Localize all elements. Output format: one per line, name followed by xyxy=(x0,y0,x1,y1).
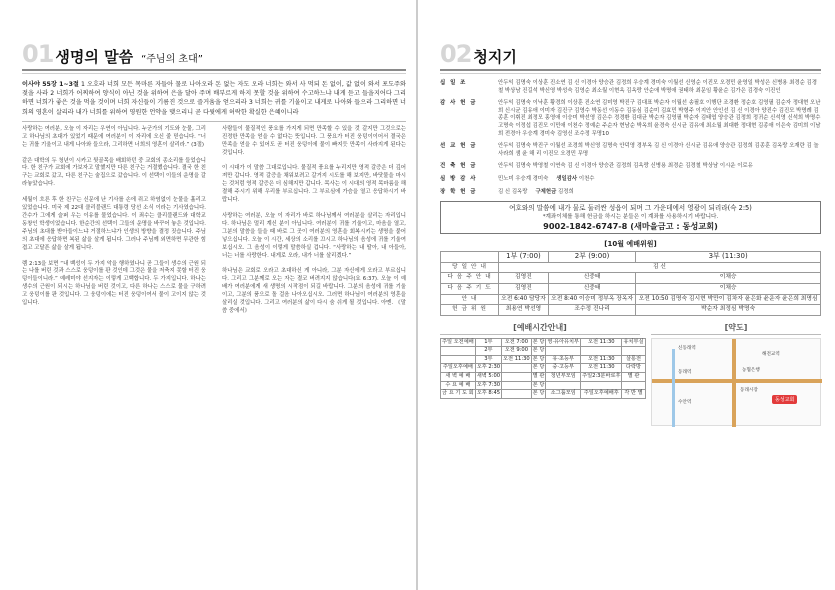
table-cell: 본 당 xyxy=(531,381,546,390)
offering-note: *계좌이체를 통해 헌금을 하시는 분들은 이 계좌를 사용하시기 바랍니다. xyxy=(542,214,719,221)
stewardship-header xyxy=(440,42,821,67)
map-road xyxy=(652,379,822,383)
right-page xyxy=(418,0,835,590)
table-cell: 조수정 진나리 xyxy=(548,305,635,316)
offering-row xyxy=(440,176,821,184)
table-header-row xyxy=(441,252,821,263)
table-cell: 최용연 박선영 xyxy=(499,305,549,316)
sermon-column-1 xyxy=(22,126,206,324)
table-cell: 김영진 xyxy=(499,273,549,284)
schedule-table xyxy=(440,338,646,399)
sermon-paragraph: 렘 2:13을 보면 “내 백성이 두 가지 악을 행하였나니 곧 그들이 생수의 근원 되는 나를 버린 것과 스스로 웅덩이를 판 것인데 그것은 물을 저축지 못할 터진 웅덩이들이니라.” 예레미야 선지자는 이렇게 고백합니다. 두 가지입니다. 하나는 생수의 근원이 되시는 하나님을 버린 것이고, 다른 하나는 스스로 물을 구하려고 웅덩이를 판 것입니다. 그 웅덩이에는 터진 웅덩이여서 물이 고이지 않는 것입니다. xyxy=(22,260,206,307)
table-cell: 김 신 xyxy=(499,262,821,273)
table-cell xyxy=(622,347,645,356)
table-cell: 주일 오전예배 xyxy=(441,338,476,347)
offering-label: 장 학 헌 금 xyxy=(440,188,477,195)
table-cell xyxy=(581,347,622,356)
row-label: 헌 금 위 원 xyxy=(441,305,499,316)
section-title: 생명의 말씀 xyxy=(55,48,134,66)
table-row xyxy=(441,283,821,294)
table-cell: 별 관 xyxy=(622,373,645,382)
table-cell: 박순자 최정심 박명숙 xyxy=(636,305,821,316)
table-cell xyxy=(546,347,581,356)
bank-account: 9002-1842-6747-8 (새마을금고 : 동성교회) xyxy=(543,221,718,232)
map-road xyxy=(732,339,736,427)
table-cell xyxy=(502,381,532,390)
offering-list xyxy=(440,80,821,196)
sermon-paragraph: 세월이 흐른 후 한 친구는 신문에 난 기사를 손에 쥐고 하염없이 눈물을 흘리고 있었습니다. 미국 제 22대 클리블랜드 대통령 당선 소식 이라는 기사였습니다. 간수가 그에게 슬퍼 우는 이유를 물었습니다. 이 죄수는 클리블랜드와 대학교 동창인 학생이었습니다. 한순간의 선택이 그들의 운명을 바꾸어 놓은 것입니다. 주님의 초대를 받아들이느냐 거절하느냐가 인생의 방향을 결정 짓습니다. 주님의 초대에 응답하면 복된 삶을 살게 됩니다. 그러나 주님께 외면하면 무관한 힘겹고 고달픈 삶을 살게 됩니다. xyxy=(22,197,206,251)
bottom-area xyxy=(440,322,821,426)
scholar-names: 김 신 김옥랑 xyxy=(498,188,528,195)
sermon-paragraph: 하나님은 교회로 오라고 초대하신 게 아니라, 그분 자신에게 오라고 부르십니다. 그리고 그분께로 오는 자는 결코 버려지지 않습니다(요 6:37). 오늘 이 예배가 여러분에게 새 생명의 시작점이 되길 바랍니다. 그분의 음성에 귀를 기울이고, 그분의 품으로 돌 걸음 나아오십시오. 그러면 하나님이 여러분의 영혼을 살리실 것입니다. 그리고 여러분의 삶이 다시 숨 쉬게 될 것입니다. 아멘. 《말씀 중에서》 xyxy=(222,268,406,314)
table-corner xyxy=(441,252,499,263)
offering-label: 감 사 헌 금 xyxy=(440,100,477,107)
table-cell: 오전 11:30 xyxy=(581,338,622,347)
table-row xyxy=(441,390,646,399)
offering-label: 심 방 감 사 xyxy=(440,175,477,182)
table-row xyxy=(441,338,646,347)
table-cell: 각 반 별 xyxy=(622,390,645,399)
sermon-paragraph: 사랑하는 여러분, 오늘 이 자리는 우연이 아닙니다. 누군가의 기도와 눈물, 그리고 하나님의 초대가 있었기 때문에 여러분이 이 자리에 오신 줄 믿습니다. “너는 귀를 기울이고 내게 나아와 들으라, 그리하면 너희의 영혼이 살리라.” (3절) xyxy=(22,125,206,148)
map-label: 수안역 xyxy=(678,399,692,405)
header-rule xyxy=(440,69,821,71)
table-cell: 신중태 xyxy=(548,283,635,294)
section-number: 02 xyxy=(440,40,472,68)
table-row xyxy=(441,373,646,382)
sermon-column-2 xyxy=(222,126,406,324)
table-cell: 본 당 xyxy=(531,347,546,356)
birthday-names: 이천수 xyxy=(578,175,595,182)
table-cell: 소그룹모임 xyxy=(546,390,581,399)
table-cell: 별 관 xyxy=(531,373,546,382)
offering-row xyxy=(440,100,821,138)
table-row xyxy=(441,347,646,356)
offering-row xyxy=(440,80,821,95)
table-cell xyxy=(502,373,532,382)
table-cell: 오전 6:40 담당자 xyxy=(499,294,549,305)
table-cell: 본 당 xyxy=(531,390,546,399)
table-row xyxy=(441,273,821,284)
scripture-text: 1 오호라 너희 모든 목마른 자들아 물로 나아오라 돈 없는 자도 오라 너희는 와서 사 먹되 돈 없이, 값 없이 와서 포도주와 젖을 사라 2 너희가 어찌하여 양식이 아닌 것을 위하여 은을 달아 주며 배부르게 하지 못할 것을 위하여 수고하느냐 내게 듣고 들을지어다 그리하면 너희가 좋은 것을 먹을 것이며 너희 자신들이 기름진 것으로 즐거움을 얻으리라 3 너희는 귀를 기울이고 내게로 나아와 들으라 그리하면 너희의 영혼이 살리라 내가 너희를 위하여 영원한 언약을 맺으리니 곧 다윗에게 허락한 확실한 은혜이니라 xyxy=(22,81,406,116)
map xyxy=(651,338,821,426)
table-cell: 새벽 5:00 xyxy=(475,373,501,382)
offering-verse: 여호와의 말씀에 내가 물로 둘러싼 성읍이 되며 그 가운데에서 영광이 되리라(슥 2:5) xyxy=(509,204,752,213)
map-label: 신동래역 xyxy=(678,345,696,351)
table-cell: 유·초등부 xyxy=(546,355,581,364)
scripture-divider xyxy=(22,121,406,122)
row-label: 다 음 주 안 내 xyxy=(441,273,499,284)
table-cell: 오전 10:50 김명숙 김시현 박만이 김차자 윤은화 윤운자 윤은희 최명심 xyxy=(636,294,821,305)
relief-label: 구제헌금 xyxy=(535,188,557,195)
offering-names xyxy=(498,176,821,184)
header-rule xyxy=(22,69,406,71)
worship-schedule xyxy=(440,322,644,426)
table-cell: 금 요 기 도 회 xyxy=(441,390,476,399)
table-cell xyxy=(441,355,476,364)
sermon-header xyxy=(22,42,406,67)
offering-names: 안두익 김명숙 박진구 이월선 조경희 박신영 김명숙 안덕영 경부옥 김 신 이경아 신시균 김유애 양승관 김정희 김종훈 김옥랑 오재란 김 놀 사라희 샘 윤 해 리 이진모 오경민 무명 xyxy=(498,143,819,157)
section-number: 01 xyxy=(22,40,54,68)
header-rule-thin xyxy=(440,73,821,74)
table-cell: 이채승 xyxy=(636,283,821,294)
offering-row xyxy=(440,163,821,171)
table-cell: 오후 2:30 xyxy=(475,364,501,373)
sermon-body xyxy=(22,126,406,324)
table-cell: 새 벽 예 배 xyxy=(441,373,476,382)
offering-label: 건 축 헌 금 xyxy=(440,163,477,170)
scripture-passage xyxy=(22,80,406,117)
table-cell: 본 당 xyxy=(531,355,546,364)
table-cell: 주일오후예배 xyxy=(441,364,476,373)
directions xyxy=(651,322,821,426)
offering-row xyxy=(440,189,821,197)
table-cell: 이채승 xyxy=(636,273,821,284)
table-cell: 주일2:3분바로후 xyxy=(581,373,622,382)
schedule-title: [예배시간안내] xyxy=(440,322,640,335)
offering-box xyxy=(440,201,821,234)
offering-names: 안두익 김명숙 이낙훈 황경희 이상훈 진소연 김미영 박진구 김대표 박순자 이월선 송필호 이행단 조경환 정순호 김영필 김순자 정대현 오난희 신시균 김유애 이미자 김진구 김영수 박동선 이동수 김동심 김순미 김효민 박형주 이지안 안인선 김 신 이경아 양진수 김진모 박명례 김종훈 이휘진 최정모 홍영애 이승미 박선영 김은수 정경환 김대균 박순자 김영필 박순자 김태엽 양승관 김정희 정귀순 신석영 신석희 박명수 고명숙 이정섭 김진모 이민애 이천수 정예순 주순자 현남순 박옥희 윤경숙 신시균 김유애 최소월 최대환 정대현 김종애 이은숙 김미희 이남희 전경아 우승계 경미숙 김영신 조수정 무명10 xyxy=(498,100,821,137)
offering-names: 안두익 김명숙 박영철 이연숙 김 신 이경아 양승관 김정희 김옥랑 신병용 최경순 김경철 박상남 이시운 이로유 xyxy=(498,163,753,170)
table-cell: 본 당 xyxy=(531,364,546,373)
header-rule-thin xyxy=(22,73,406,74)
table-cell xyxy=(502,364,532,373)
birthday-label: 생일감사 xyxy=(556,175,578,182)
service-committee-title: [10월 예배위원] xyxy=(604,240,657,249)
table-cell: 오전 11:30 xyxy=(581,355,622,364)
table-row xyxy=(441,305,821,316)
table-cell: 3부 xyxy=(475,355,501,364)
table-cell xyxy=(546,381,581,390)
table-cell: 오후 8:45 xyxy=(475,390,501,399)
table-cell xyxy=(502,390,532,399)
table-row xyxy=(441,262,821,273)
table-cell: 중·고등부 xyxy=(546,364,581,373)
table-cell: 1부 xyxy=(475,338,501,347)
table-header: 2부 (9:00) xyxy=(548,252,635,263)
map-title: [약도] xyxy=(651,322,821,335)
row-label: 당 일 안 내 xyxy=(441,262,499,273)
section-title: 청지기 xyxy=(473,48,517,66)
table-cell: 오전 11:30 xyxy=(581,364,622,373)
table-cell: 김영진 xyxy=(499,283,549,294)
offering-label: 십 일 조 xyxy=(440,80,467,86)
table-cell: 수 요 예 배 xyxy=(441,381,476,390)
table-cell: 유치부실 xyxy=(622,338,645,347)
table-cell: 오전 11:30 xyxy=(502,355,532,364)
sermon-paragraph: 같은 대학의 두 청년이 시카고 뒷골목을 배회하던 중 교회의 종소리를 들었습니다. 한 친구가 교회에 가보자고 말했지만 다른 친구는 거절했습니다. 결국 한 친구는 교회로 갔고, 다른 친구는 술집으로 갔습니다. 이 선택이 이들의 운명을 갈라놓았습니다. xyxy=(22,157,206,188)
table-cell: 살롱전 xyxy=(622,355,645,364)
table-cell: 2부 xyxy=(475,347,501,356)
table-cell: 오전 7:00 xyxy=(502,338,532,347)
relief-names: 김정희 xyxy=(558,188,574,195)
table-cell xyxy=(622,381,645,390)
table-row xyxy=(441,364,646,373)
table-cell: 주일오후예배후 xyxy=(581,390,622,399)
row-label: 다 음 주 기 도 xyxy=(441,283,499,294)
table-cell: 오후 7:30 xyxy=(475,381,501,390)
section-subtitle: “주님의 초대” xyxy=(141,54,203,65)
map-label: 동래시장 xyxy=(740,387,758,393)
table-cell xyxy=(441,347,476,356)
scripture-reference: 이사야 55장 1~3절 xyxy=(22,81,79,88)
table-cell: 오전 8:40 이승미 정부옥 장옥자 xyxy=(548,294,635,305)
table-cell: 오전 9:00 xyxy=(502,347,532,356)
map-subway-line xyxy=(672,349,675,427)
sermon-paragraph: 사람들이 물질적인 풍요를 가지게 되면 만족할 수 있을 것 같지만 그것으로는 진정한 만족을 얻을 수 없다는 뜻입니다. 그 풍요가 터진 웅덩이이어서 결국은 만족을 얻을 수 있어도 곧 터진 웅덩이에 물이 빠지듯 만족이 사라지게 된다는 것입니다. xyxy=(222,125,406,156)
map-label: 농협은행 xyxy=(742,367,760,373)
table-cell: 본 당 xyxy=(531,338,546,347)
offering-names xyxy=(498,189,821,197)
visit-names: 민노미 우승계 경미숙 xyxy=(498,175,549,182)
table-cell xyxy=(581,381,622,390)
table-row xyxy=(441,355,646,364)
table-cell: 다락방 xyxy=(622,364,645,373)
service-committee-table xyxy=(440,251,821,316)
map-label: 동래역 xyxy=(678,369,692,375)
offering-names: 안두익 김명숙 이상훈 진소연 김 신 이경아 양승관 김정희 우승계 경미숙 이월선 신영순 이진모 오경민 윤영일 박성은 신병용 최경순 김경철 박상남 진길석 박신영 박성숙 김영순 최소월 이현옥 김옥랑 안순애 박명애 권태하 최문임 황윤순 김가은 김경숙 이진인 xyxy=(498,80,817,94)
row-label: 안 내 xyxy=(441,294,499,305)
sermon-paragraph: 사랑하는 여러분, 오늘 이 자리가 바로 하나님께서 여러분을 살리는 자리입니다. 하나님은 멀리 계신 분이 아닙니다. 여러분이 귀를 기울이고, 마음을 열고, 그분의 말씀을 들을 때 바로 그 곳이 여러분의 영혼을 회복시키는 생명을 붙어넣으십니다. 오늘 이 시간, 세상의 소리를 끄시고 하나님의 음성에 귀를 기울여 보십시오. 그 음성이 이렇게 말씀하실 겁니다. “사랑하는 내 딸아, 내 아들아, 너는 너를 사랑한다. 내게로 오라, 내가 너를 살리겠다.” xyxy=(222,212,406,259)
table-row xyxy=(441,381,646,390)
table-row xyxy=(441,294,821,305)
table-header: 3부 (11:30) xyxy=(636,252,821,263)
table-cell: 청년부모임 xyxy=(546,373,581,382)
table-cell: 영·유아유치부 xyxy=(546,338,581,347)
offering-label: 선 교 헌 금 xyxy=(440,143,477,150)
map-label: 해전교역 xyxy=(762,351,780,357)
sermon-paragraph: 이 시대가 이 말씀 그대로입니다. 물질적 풍요를 누리지만 영적 갈증은 더 깊어져만 갑니다. 영적 갈증을 채워보려고 갈거지 시도를 해 보지만, 바닷물을 마시는 것처럼 영적 갈증은 더 심해지만 갑니다. 목사는 이 시대의 영적 목마름을 해결해 주시기 위해 우리를 부르십니다. 그 부르심에 가슴을 열고 응답하시기 바랍니다. xyxy=(222,165,406,204)
church-marker: 동성교회 xyxy=(772,395,797,404)
table-cell: 신중태 xyxy=(548,273,635,284)
table-header: 1부 (7:00) xyxy=(499,252,549,263)
offering-row xyxy=(440,143,821,158)
